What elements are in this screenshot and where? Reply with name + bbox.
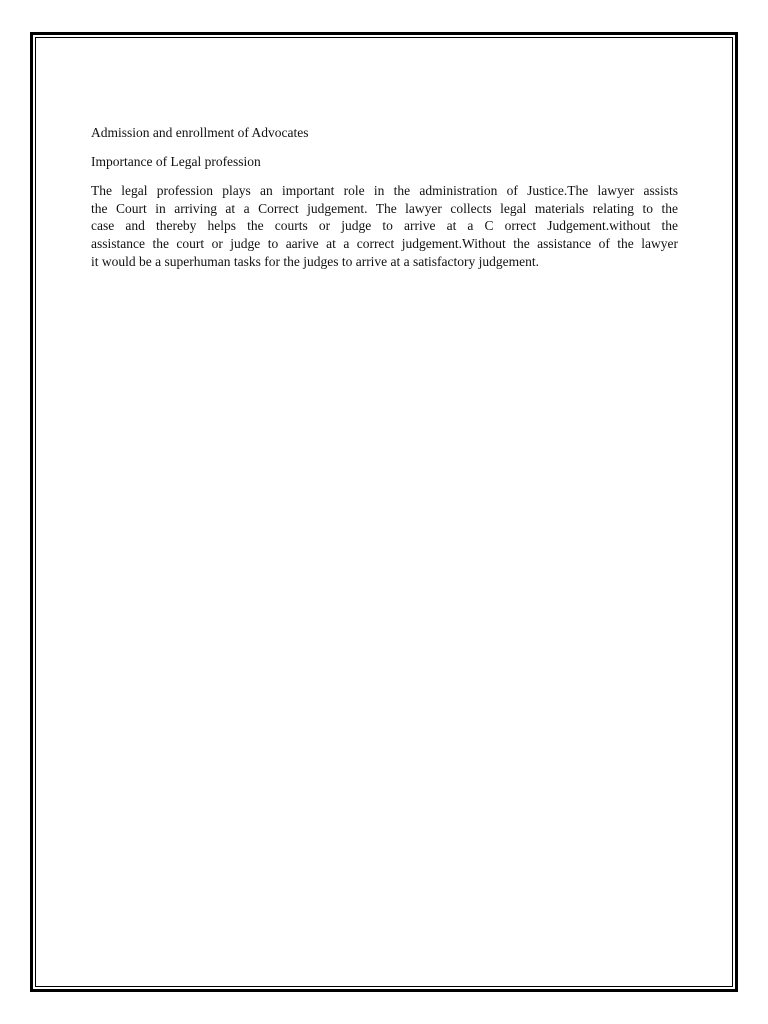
document-content: [91, 124, 678, 271]
paragraph-line: assistance the court or judge to aarive at a correct judgement.Without the assistance of the lawyer: [91, 236, 678, 252]
body-paragraph: [91, 182, 678, 271]
heading-admission: Admission and enrollment of Advocates: [91, 125, 309, 140]
paragraph-line: The legal profession plays an important role in the administration of Justice.The lawyer assists: [91, 183, 678, 198]
paragraph-line: case and thereby helps the courts or judge to arrive at a C orrect Judgement.without the: [91, 218, 678, 234]
paragraph-line: it would be a superhuman tasks for the judges to arrive at a satisfactory judgement.: [91, 253, 539, 269]
heading-importance: Importance of Legal profession: [91, 154, 261, 169]
paragraph-line: the Court in arriving at a Correct judgement. The lawyer collects legal materials relating to the: [91, 200, 678, 216]
